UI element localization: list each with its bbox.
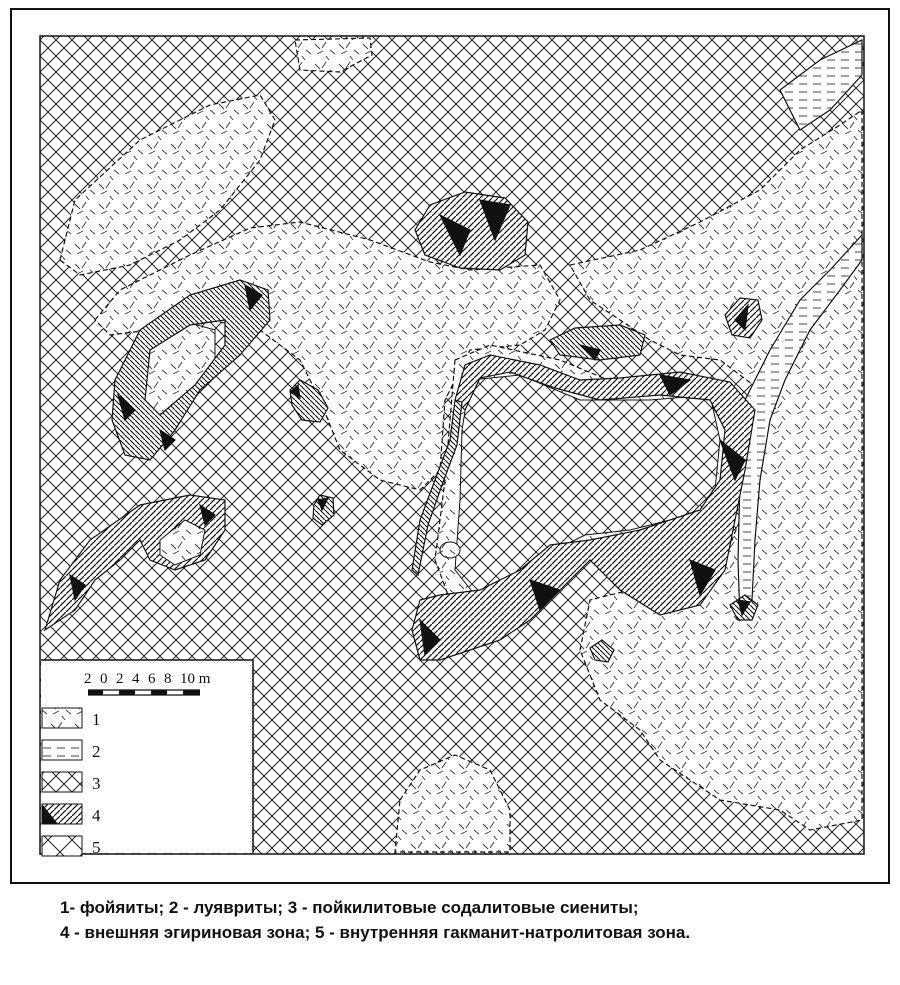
scale-tick-label: 2 [84,671,92,687]
legend-item-2 [42,740,101,761]
legend-number: 3 [92,774,101,793]
legend-swatch-natrolite [42,836,82,856]
scale-tick-label: 6 [148,671,156,687]
caption-line-2: 4 - внешняя эгириновая зона; 5 - внутренняя гакманит-натролитовая зона. [60,923,691,942]
legend-number: 4 [92,806,101,825]
scale-tick-label: 10 m [180,671,211,687]
figure-caption [60,895,880,945]
legend-swatch-syenite [42,772,82,792]
caption-line-1: 1- фойяиты; 2 - луявриты; 3 - пойкилитовые содалитовые сиениты; [60,898,639,917]
legend-swatch-lujavrite [42,740,82,760]
legend-number: 5 [92,838,101,857]
scale-tick-label: 8 [164,671,172,687]
legend-item-5 [42,836,101,857]
legend-number: 1 [92,710,101,729]
legend-number: 2 [92,742,101,761]
legend-item-3 [42,772,101,793]
scale-tick-label: 4 [132,671,140,687]
legend-item-1 [42,708,101,729]
legend-swatch-foyaite [42,708,82,728]
scale-labels [84,671,211,687]
scale-tick-label: 0 [100,671,108,687]
scale-tick-label: 2 [116,671,124,687]
legend-item-4 [42,804,101,825]
